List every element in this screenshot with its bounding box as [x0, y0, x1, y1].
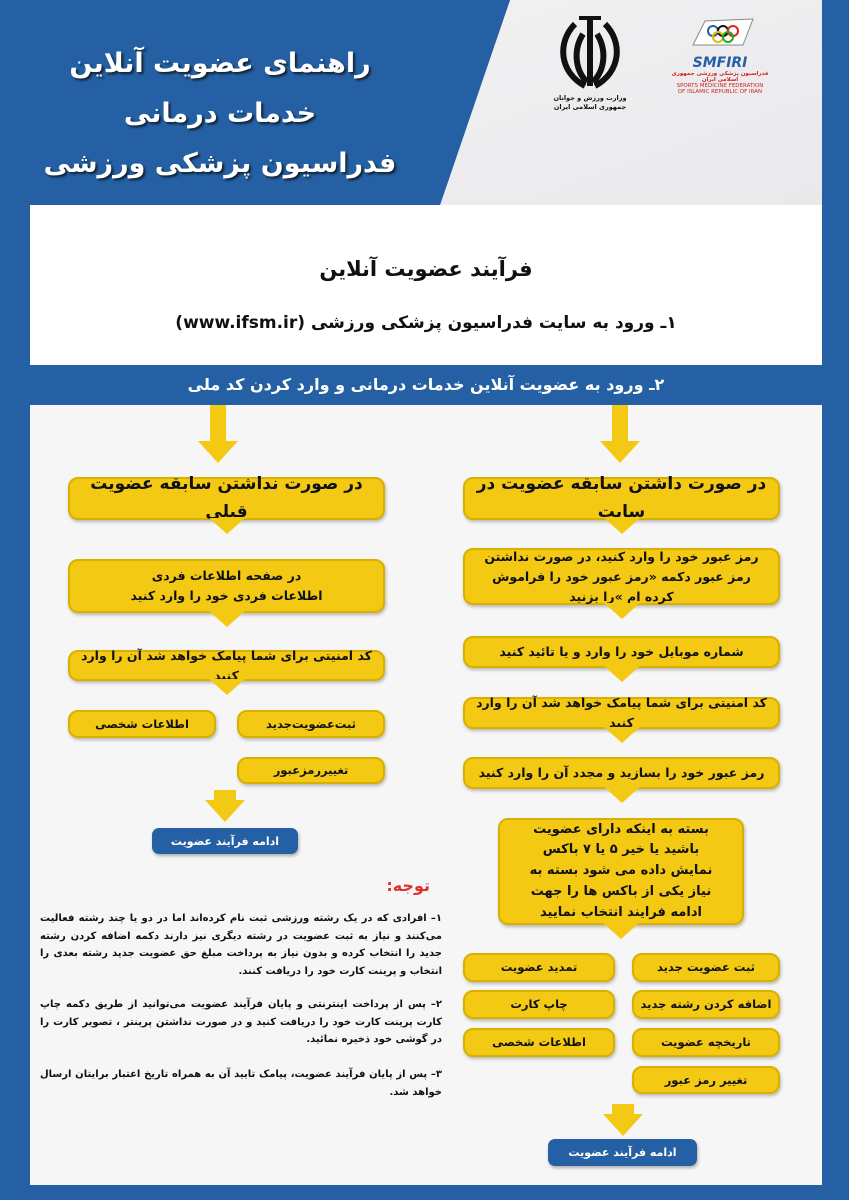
arrow-right-shaft	[612, 405, 628, 443]
arrow-down-icon	[600, 441, 640, 463]
right-heading: در صورت داشتن سابقه عضویت در سایت	[463, 477, 780, 520]
federation-abbr: SMFIRI	[692, 55, 748, 71]
option-renew-membership[interactable]: تمدید عضویت	[463, 953, 615, 982]
left-step-2: کد امنیتی برای شما پیامک خواهد شد آن را وارد کنید	[68, 650, 385, 681]
federation-en-1: SPORTS MEDICINE FEDERATION	[676, 83, 764, 89]
intro-panel	[30, 205, 822, 365]
option-add-discipline[interactable]: اضافه کردن رشته جدید	[632, 990, 780, 1019]
federation-fa: فدراسیون پزشکی ورزشی جمهوری اسلامی ایران	[671, 71, 769, 83]
step-1: ۱ـ ورود به سایت فدراسیون پزشکی ورزشی (www.ifsm.ir)	[175, 313, 677, 333]
note-1: ۱– افرادی که در یک رشته ورزشی ثبت نام کرده‌اند اما در دو یا چند رشته فعالیت می‌کنند و نیاز به ثبت عضویت در رشته دیگری نیز دارند دکمه اضافه کردن رشته جدید را انتخاب کرده و بدون نیاز به پرداخت مبلغ حق عضویت جدید رشته بعدی را انتخاب و پرینت کارت خود را دریافت کنند.	[40, 913, 442, 977]
arrow-down-icon	[205, 800, 245, 822]
option-change-password[interactable]: تغییر رمز عبور	[632, 1066, 780, 1094]
right-step-2: شماره موبایل خود را وارد و یا تائید کنید	[463, 636, 780, 668]
option-change-password[interactable]: تغییررمزعبور	[237, 757, 385, 784]
right-step-1: رمز عبور خود را وارد کنید، در صورت نداشتن رمز عبور دکمه «رمز عبور خود را فراموش کرده ام »را بزنید	[463, 548, 780, 605]
arrow-down-icon	[198, 441, 238, 463]
notes-heading: توجه:	[386, 876, 430, 895]
right-step-3: کد امنیتی برای شما پیامک خواهد شد آن را وارد کنید	[463, 697, 780, 729]
option-personal-info[interactable]: اطلاعات شخصی	[463, 1028, 615, 1057]
left-step-1: در صفحه اطلاعات فردی اطلاعات فردی خود را وارد کنید	[68, 559, 385, 613]
poster-title-line2: خدمات درمانی	[123, 98, 317, 129]
option-new-membership[interactable]: ثبت‌عضویت‌جدید	[237, 710, 385, 738]
right-continue-button[interactable]: ادامه فرآیند عضویت	[548, 1139, 697, 1166]
note-3: ۳– پس از پایان فرآیند عضویت، پیامک تایید آن به همراه تاریخ اعتبار برایتان ارسال خواهد شد.	[40, 1069, 442, 1098]
note-2: ۲– پس از پرداخت اینترنتی و پایان فرآیند عضویت می‌توانید از طریق دکمه چاپ کارت پرینت کارت خود را دریافت کنید و در صورت نداشتن پرینتر ، تصویر کارت را در گوشی خود ذخیره نمائید.	[40, 999, 442, 1045]
poster-title-line1: راهنمای عضویت آنلاین	[69, 48, 371, 79]
smfiri-logo-icon	[685, 15, 755, 57]
ministry-text-1: وزارت ورزش و جوانان	[553, 94, 627, 102]
federation-en-2: OF ISLAMIC REPUBLIC OF IRAN	[677, 89, 763, 95]
option-personal-info[interactable]: اطلاعات شخصی	[68, 710, 216, 738]
arrow-left-shaft	[210, 405, 226, 443]
process-title: فرآیند عضویت آنلاین	[319, 257, 533, 281]
option-membership-history[interactable]: تاریخچه عضویت	[632, 1028, 780, 1057]
right-info: بسته به اینکه دارای عضویت باشید یا خیر ۵ یا ۷ باکس نمایش داده می شود بسته به نیاز یکی از باکس ها را جهت ادامه فرایند انتخاب نمایید	[498, 818, 744, 925]
federation-logo	[665, 15, 775, 95]
left-heading: در صورت نداشتن سابقه عضویت قبلی	[68, 477, 385, 520]
left-continue-button[interactable]: ادامه فرآیند عضویت	[152, 828, 298, 854]
ministry-logo	[545, 12, 635, 112]
option-print-card[interactable]: چاپ کارت	[463, 990, 615, 1019]
right-step-4: رمز عبور خود را بسازید و مجدد آن را وارد کنید	[463, 757, 780, 789]
step-2: ۲ـ ورود به عضویت آنلاین خدمات درمانی و وارد کردن کد ملی	[187, 375, 665, 394]
option-new-membership[interactable]: ثبت عضویت جدید	[632, 953, 780, 982]
iran-emblem-icon	[555, 12, 625, 90]
arrow-down-icon	[603, 1114, 643, 1136]
ministry-text-2: جمهوری اسلامی ایران	[553, 103, 627, 112]
poster-title-line3: فدراسیون پزشکی ورزشی	[43, 148, 397, 179]
